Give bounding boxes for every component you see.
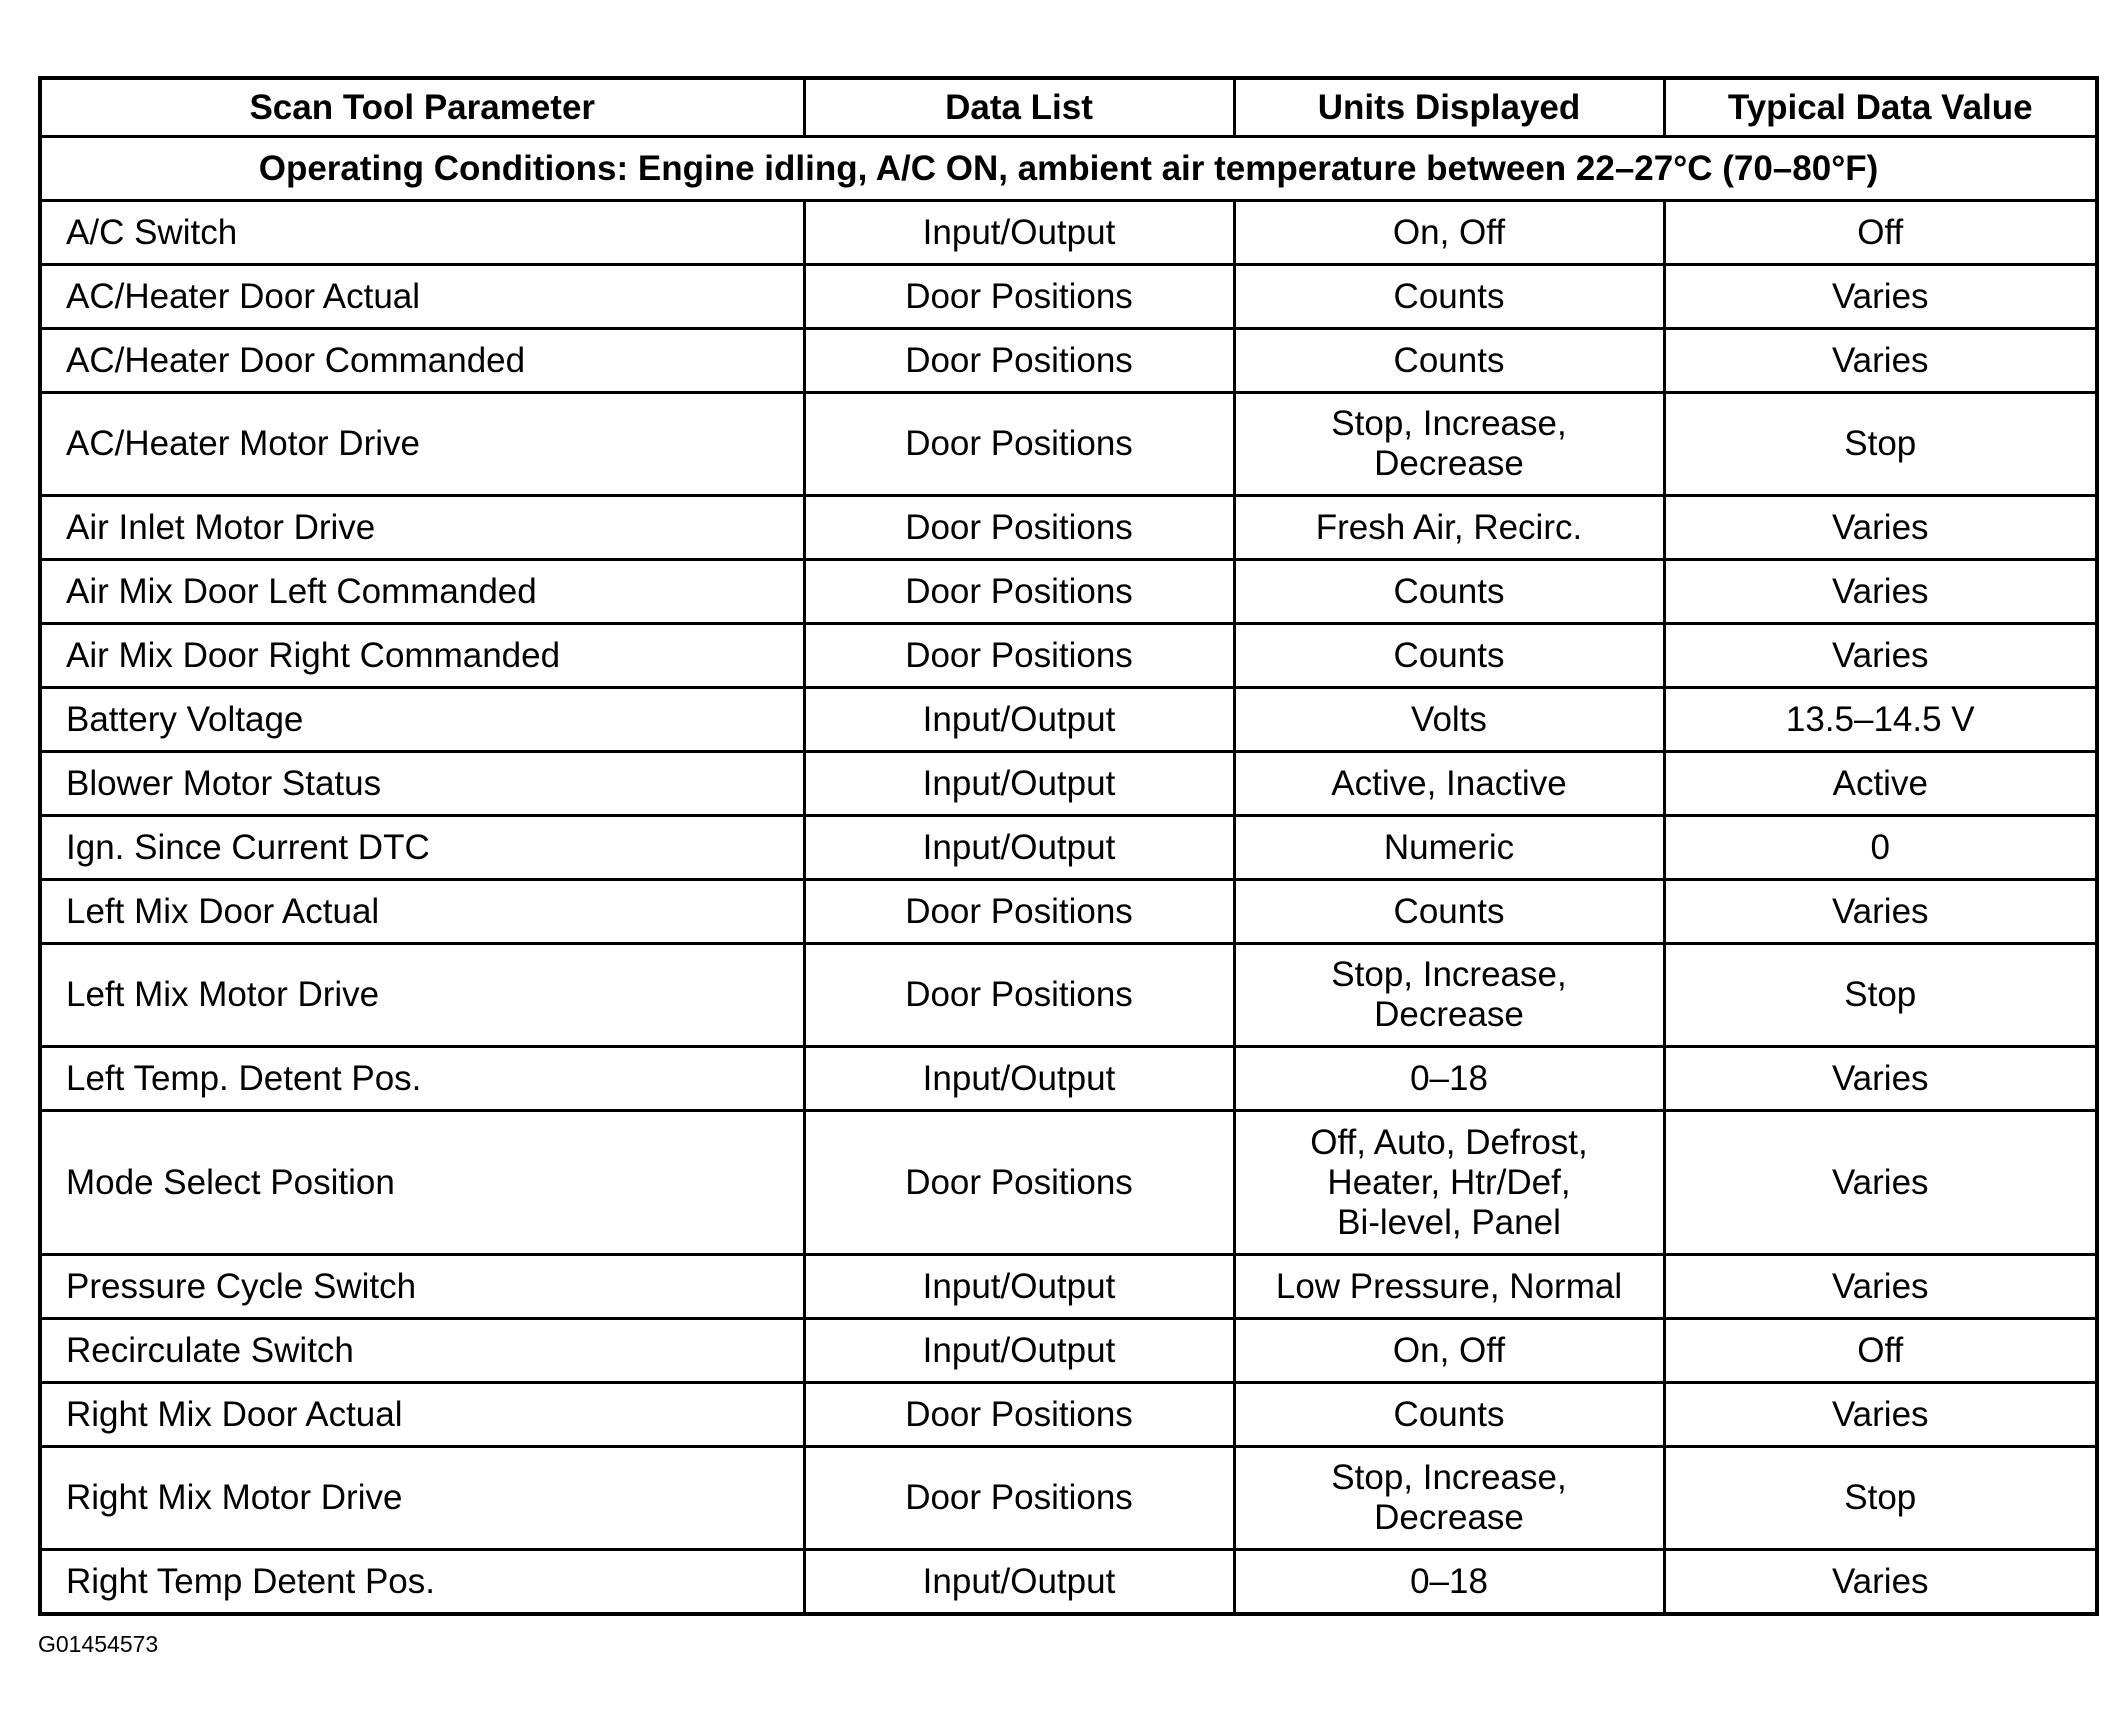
units-line: Stop, Increase, <box>1331 955 1567 994</box>
typical-value-cell: Varies <box>1664 1111 2097 1255</box>
units-cell <box>1234 265 1664 329</box>
units-line: Counts <box>1393 891 1505 931</box>
units-line: Fresh Air, Recirc. <box>1315 507 1583 547</box>
table-row <box>40 496 2097 560</box>
units-cell <box>1234 329 1664 393</box>
param-cell: Left Temp. Detent Pos. <box>40 1047 804 1111</box>
data-list-cell: Input/Output <box>804 1550 1234 1615</box>
typical-value-cell: Stop <box>1664 944 2097 1047</box>
data-list-cell: Input/Output <box>804 1319 1234 1383</box>
param-cell: Left Mix Motor Drive <box>40 944 804 1047</box>
param-cell: Right Temp Detent Pos. <box>40 1550 804 1615</box>
typical-value-cell: Varies <box>1664 1383 2097 1447</box>
units-line: Off, Auto, Defrost, <box>1310 1122 1588 1162</box>
data-list-cell: Door Positions <box>804 944 1234 1047</box>
table-row <box>40 1319 2097 1383</box>
units-cell <box>1234 1447 1664 1550</box>
units-cell <box>1234 1047 1664 1111</box>
units-cell <box>1234 1319 1664 1383</box>
table-row <box>40 752 2097 816</box>
data-list-cell: Input/Output <box>804 201 1234 265</box>
units-cell <box>1234 201 1664 265</box>
typical-value-cell: Active <box>1664 752 2097 816</box>
units-cell <box>1234 752 1664 816</box>
units-cell <box>1234 560 1664 624</box>
units-line: On, Off <box>1392 212 1506 252</box>
param-cell: Blower Motor Status <box>40 752 804 816</box>
units-cell <box>1234 1111 1664 1255</box>
units-line: Counts <box>1393 276 1505 316</box>
typical-value-cell: Varies <box>1664 624 2097 688</box>
param-cell: Air Mix Door Right Commanded <box>40 624 804 688</box>
table-row <box>40 1111 2097 1255</box>
param-cell: AC/Heater Door Commanded <box>40 329 804 393</box>
typical-value-cell: Varies <box>1664 1047 2097 1111</box>
typical-value-cell: Varies <box>1664 880 2097 944</box>
table-row <box>40 393 2097 496</box>
param-cell: AC/Heater Door Actual <box>40 265 804 329</box>
data-list-cell: Door Positions <box>804 1111 1234 1255</box>
table-row <box>40 1447 2097 1550</box>
table-row <box>40 816 2097 880</box>
typical-value-cell: Varies <box>1664 265 2097 329</box>
units-line: Bi-level, Panel <box>1337 1202 1561 1242</box>
data-list-cell: Door Positions <box>804 1383 1234 1447</box>
data-list-cell: Input/Output <box>804 816 1234 880</box>
table-row <box>40 329 2097 393</box>
units-line: Counts <box>1393 340 1505 380</box>
typical-value-cell: Varies <box>1664 1255 2097 1319</box>
table-row <box>40 1550 2097 1615</box>
typical-value-cell: Varies <box>1664 560 2097 624</box>
units-line: Decrease <box>1374 1498 1524 1537</box>
units-cell <box>1234 393 1664 496</box>
header-units-displayed: Units Displayed <box>1234 78 1664 137</box>
param-cell: A/C Switch <box>40 201 804 265</box>
units-line: Heater, Htr/Def, <box>1327 1162 1571 1202</box>
units-cell <box>1234 688 1664 752</box>
data-list-cell: Input/Output <box>804 1255 1234 1319</box>
data-list-cell: Input/Output <box>804 1047 1234 1111</box>
operating-conditions-row <box>40 137 2097 201</box>
table-row <box>40 688 2097 752</box>
data-list-cell: Input/Output <box>804 752 1234 816</box>
data-list-cell: Door Positions <box>804 329 1234 393</box>
data-list-cell: Door Positions <box>804 393 1234 496</box>
typical-value-cell: Stop <box>1664 393 2097 496</box>
units-line: Decrease <box>1374 995 1524 1034</box>
units-line: Decrease <box>1374 444 1524 483</box>
table-row <box>40 265 2097 329</box>
units-cell <box>1234 1383 1664 1447</box>
param-cell: Recirculate Switch <box>40 1319 804 1383</box>
typical-value-cell: Varies <box>1664 496 2097 560</box>
param-cell: AC/Heater Motor Drive <box>40 393 804 496</box>
table-row <box>40 624 2097 688</box>
param-cell: Air Mix Door Left Commanded <box>40 560 804 624</box>
data-list-cell: Door Positions <box>804 880 1234 944</box>
table-row <box>40 1383 2097 1447</box>
units-line: Volts <box>1411 699 1487 739</box>
param-cell: Left Mix Door Actual <box>40 880 804 944</box>
units-line: Counts <box>1393 635 1505 675</box>
units-line: Stop, Increase, <box>1331 404 1567 443</box>
units-line: Counts <box>1393 1394 1505 1434</box>
param-cell: Right Mix Door Actual <box>40 1383 804 1447</box>
typical-value-cell: 0 <box>1664 816 2097 880</box>
header-row <box>40 78 2097 137</box>
units-cell <box>1234 816 1664 880</box>
scan-tool-data-table <box>38 76 2099 1616</box>
table-row <box>40 880 2097 944</box>
table-row <box>40 560 2097 624</box>
units-cell <box>1234 1255 1664 1319</box>
param-cell: Battery Voltage <box>40 688 804 752</box>
typical-value-cell: Off <box>1664 1319 2097 1383</box>
typical-value-cell: Off <box>1664 201 2097 265</box>
units-line: Low Pressure, Normal <box>1275 1266 1623 1306</box>
param-cell: Right Mix Motor Drive <box>40 1447 804 1550</box>
table-row <box>40 201 2097 265</box>
typical-value-cell: Stop <box>1664 1447 2097 1550</box>
units-line: Counts <box>1393 571 1505 611</box>
param-cell: Ign. Since Current DTC <box>40 816 804 880</box>
operating-conditions: Operating Conditions: Engine idling, A/C ON, ambient air temperature between 22–27°C (70–80°F) <box>40 137 2097 201</box>
units-line: Stop, Increase, <box>1331 1458 1567 1497</box>
header-data-list: Data List <box>804 78 1234 137</box>
units-cell <box>1234 624 1664 688</box>
units-line: Active, Inactive <box>1331 763 1567 803</box>
typical-value-cell: Varies <box>1664 329 2097 393</box>
units-cell <box>1234 944 1664 1047</box>
data-list-cell: Input/Output <box>804 688 1234 752</box>
units-cell <box>1234 1550 1664 1615</box>
typical-value-cell: Varies <box>1664 1550 2097 1615</box>
header-typical-data-value: Typical Data Value <box>1664 78 2097 137</box>
data-list-cell: Door Positions <box>804 560 1234 624</box>
data-list-cell: Door Positions <box>804 1447 1234 1550</box>
table-row <box>40 1047 2097 1111</box>
param-cell: Mode Select Position <box>40 1111 804 1255</box>
units-line: 0–18 <box>1410 1058 1488 1098</box>
data-list-cell: Door Positions <box>804 265 1234 329</box>
units-line: 0–18 <box>1410 1561 1488 1601</box>
units-line: Numeric <box>1383 827 1515 867</box>
units-cell <box>1234 880 1664 944</box>
param-cell: Pressure Cycle Switch <box>40 1255 804 1319</box>
units-cell <box>1234 496 1664 560</box>
data-list-cell: Door Positions <box>804 496 1234 560</box>
figure-id: G01454573 <box>38 1631 159 1657</box>
typical-value-cell: 13.5–14.5 V <box>1664 688 2097 752</box>
table-body <box>40 137 2097 1615</box>
header-scan-tool-parameter: Scan Tool Parameter <box>40 78 804 137</box>
table-row <box>40 1255 2097 1319</box>
param-cell: Air Inlet Motor Drive <box>40 496 804 560</box>
table-row <box>40 944 2097 1047</box>
data-list-cell: Door Positions <box>804 624 1234 688</box>
units-line: On, Off <box>1392 1330 1506 1370</box>
